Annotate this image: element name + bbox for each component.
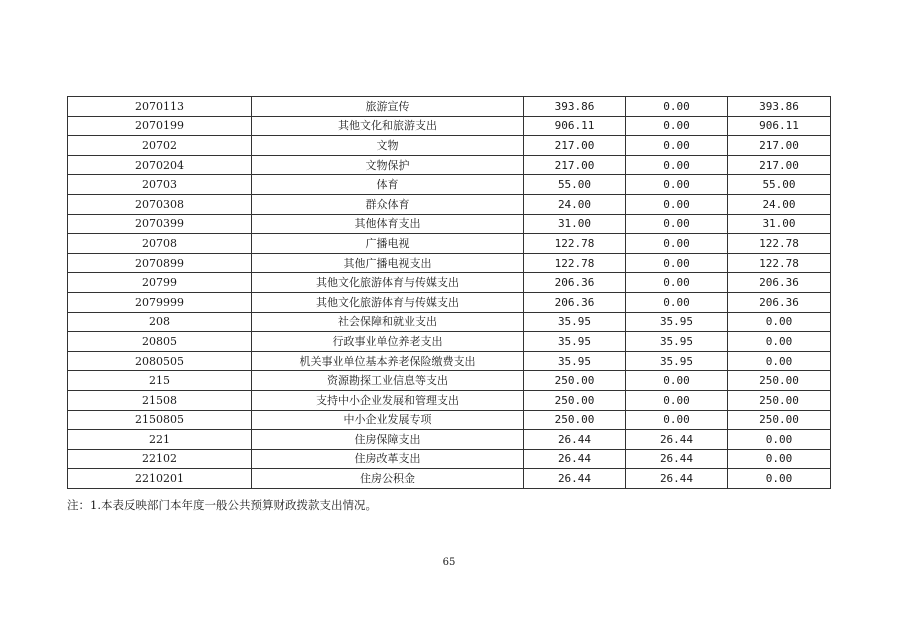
cell-project: 217.00: [728, 155, 831, 175]
cell-basic: 0.00: [626, 175, 728, 195]
cell-project: 55.00: [728, 175, 831, 195]
table-row: [68, 273, 831, 293]
cell-basic: 0.00: [626, 410, 728, 430]
cell-basic: 0.00: [626, 136, 728, 156]
cell-total: 122.78: [524, 234, 626, 254]
cell-name: 其他文化旅游体育与传媒支出: [252, 273, 524, 293]
cell-name: 其他广播电视支出: [252, 253, 524, 273]
cell-name: 群众体育: [252, 194, 524, 214]
cell-code: 2070308: [68, 194, 252, 214]
table-row: [68, 155, 831, 175]
cell-name: 住房公积金: [252, 469, 524, 489]
cell-code: 2070199: [68, 116, 252, 136]
cell-total: 35.95: [524, 351, 626, 371]
cell-code: 20799: [68, 273, 252, 293]
cell-name: 中小企业发展专项: [252, 410, 524, 430]
table-row: [68, 469, 831, 489]
cell-name: 支持中小企业发展和管理支出: [252, 390, 524, 410]
cell-code: 20805: [68, 332, 252, 352]
cell-name: 其他文化和旅游支出: [252, 116, 524, 136]
cell-project: 24.00: [728, 194, 831, 214]
cell-total: 31.00: [524, 214, 626, 234]
cell-name: 社会保障和就业支出: [252, 312, 524, 332]
table-note: 注：1.本表反映部门本年度一般公共预算财政拨款支出情况。: [67, 498, 377, 512]
table-row: [68, 390, 831, 410]
cell-code: 215: [68, 371, 252, 391]
cell-project: 217.00: [728, 136, 831, 156]
cell-name: 资源勘探工业信息等支出: [252, 371, 524, 391]
cell-basic: 0.00: [626, 116, 728, 136]
cell-basic: 0.00: [626, 97, 728, 117]
cell-code: 2150805: [68, 410, 252, 430]
cell-code: 2070113: [68, 97, 252, 117]
page-number: 65: [442, 557, 456, 568]
cell-project: 393.86: [728, 97, 831, 117]
cell-project: 0.00: [728, 430, 831, 450]
table-row: [68, 292, 831, 312]
cell-basic: 35.95: [626, 351, 728, 371]
cell-code: 20703: [68, 175, 252, 195]
table-row: [68, 194, 831, 214]
cell-total: 906.11: [524, 116, 626, 136]
cell-name: 住房改革支出: [252, 449, 524, 469]
cell-basic: 0.00: [626, 371, 728, 391]
budget-table: [67, 96, 831, 489]
table-row: [68, 253, 831, 273]
cell-project: 250.00: [728, 371, 831, 391]
cell-basic: 26.44: [626, 449, 728, 469]
cell-total: 206.36: [524, 273, 626, 293]
table-body: [68, 97, 831, 489]
cell-code: 221: [68, 430, 252, 450]
cell-basic: 35.95: [626, 312, 728, 332]
cell-code: 2080505: [68, 351, 252, 371]
cell-project: 0.00: [728, 449, 831, 469]
table-row: [68, 351, 831, 371]
cell-total: 393.86: [524, 97, 626, 117]
cell-total: 24.00: [524, 194, 626, 214]
cell-total: 250.00: [524, 390, 626, 410]
cell-basic: 26.44: [626, 469, 728, 489]
cell-project: 122.78: [728, 234, 831, 254]
cell-basic: 26.44: [626, 430, 728, 450]
cell-code: 2210201: [68, 469, 252, 489]
table-row: [68, 234, 831, 254]
cell-basic: 35.95: [626, 332, 728, 352]
cell-code: 22102: [68, 449, 252, 469]
table-row: [68, 312, 831, 332]
cell-total: 217.00: [524, 136, 626, 156]
cell-project: 0.00: [728, 351, 831, 371]
cell-project: 0.00: [728, 312, 831, 332]
cell-total: 206.36: [524, 292, 626, 312]
table-row: [68, 332, 831, 352]
cell-total: 250.00: [524, 371, 626, 391]
cell-name: 文物保护: [252, 155, 524, 175]
cell-project: 0.00: [728, 332, 831, 352]
table-row: [68, 97, 831, 117]
cell-code: 20708: [68, 234, 252, 254]
table-row: [68, 449, 831, 469]
cell-total: 122.78: [524, 253, 626, 273]
cell-project: 0.00: [728, 469, 831, 489]
cell-basic: 0.00: [626, 155, 728, 175]
cell-basic: 0.00: [626, 253, 728, 273]
cell-basic: 0.00: [626, 292, 728, 312]
cell-name: 行政事业单位养老支出: [252, 332, 524, 352]
cell-total: 35.95: [524, 332, 626, 352]
cell-project: 250.00: [728, 410, 831, 430]
cell-total: 26.44: [524, 469, 626, 489]
table-row: [68, 136, 831, 156]
cell-basic: 0.00: [626, 390, 728, 410]
cell-code: 21508: [68, 390, 252, 410]
table-row: [68, 410, 831, 430]
table-row: [68, 430, 831, 450]
cell-project: 906.11: [728, 116, 831, 136]
cell-code: 2070399: [68, 214, 252, 234]
cell-code: 208: [68, 312, 252, 332]
cell-basic: 0.00: [626, 194, 728, 214]
cell-name: 其他体育支出: [252, 214, 524, 234]
cell-name: 机关事业单位基本养老保险缴费支出: [252, 351, 524, 371]
cell-project: 206.36: [728, 292, 831, 312]
cell-basic: 0.00: [626, 273, 728, 293]
cell-name: 旅游宣传: [252, 97, 524, 117]
cell-name: 文物: [252, 136, 524, 156]
cell-code: 2070204: [68, 155, 252, 175]
cell-total: 26.44: [524, 430, 626, 450]
cell-project: 122.78: [728, 253, 831, 273]
cell-total: 26.44: [524, 449, 626, 469]
cell-total: 55.00: [524, 175, 626, 195]
table-row: [68, 175, 831, 195]
table-row: [68, 371, 831, 391]
cell-name: 体育: [252, 175, 524, 195]
table-row: [68, 214, 831, 234]
cell-project: 250.00: [728, 390, 831, 410]
cell-name: 广播电视: [252, 234, 524, 254]
cell-code: 2070899: [68, 253, 252, 273]
table-row: [68, 116, 831, 136]
cell-name: 住房保障支出: [252, 430, 524, 450]
cell-total: 250.00: [524, 410, 626, 430]
cell-code: 2079999: [68, 292, 252, 312]
cell-project: 206.36: [728, 273, 831, 293]
cell-total: 35.95: [524, 312, 626, 332]
cell-basic: 0.00: [626, 234, 728, 254]
cell-code: 20702: [68, 136, 252, 156]
cell-basic: 0.00: [626, 214, 728, 234]
cell-total: 217.00: [524, 155, 626, 175]
cell-project: 31.00: [728, 214, 831, 234]
cell-name: 其他文化旅游体育与传媒支出: [252, 292, 524, 312]
